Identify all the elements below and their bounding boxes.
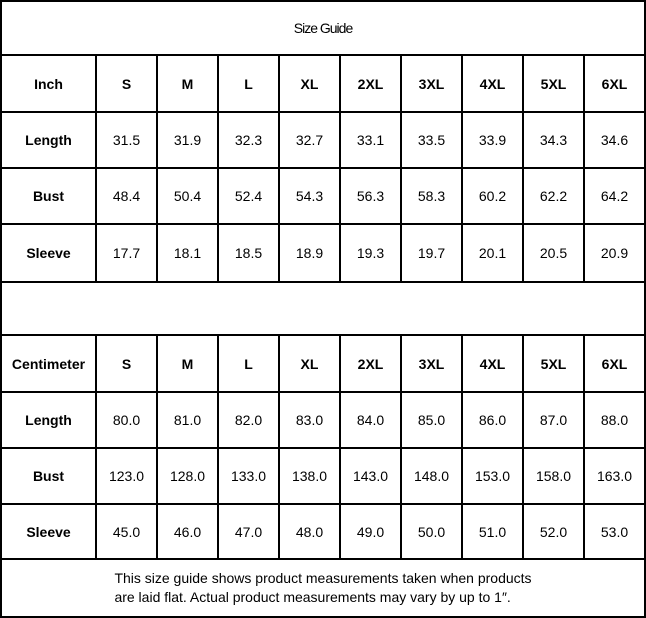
centimeter-length-row bbox=[1, 392, 645, 448]
inch-sleeve-row bbox=[1, 224, 645, 282]
spacer-row bbox=[1, 282, 645, 335]
measurement-value: 51.0 bbox=[462, 504, 523, 559]
measurement-value: 62.2 bbox=[523, 168, 584, 224]
footnote bbox=[1, 559, 645, 617]
measurement-value: 153.0 bbox=[462, 448, 523, 504]
measurement-value: 33.5 bbox=[401, 112, 462, 168]
size-column-header: L bbox=[218, 335, 279, 392]
size-column-header: 2XL bbox=[340, 55, 401, 112]
size-column-header: 4XL bbox=[462, 335, 523, 392]
size-column-header: S bbox=[96, 55, 157, 112]
size-column-header: 3XL bbox=[401, 55, 462, 112]
measurement-value: 31.9 bbox=[157, 112, 218, 168]
measurement-value: 31.5 bbox=[96, 112, 157, 168]
size-column-header: 6XL bbox=[584, 335, 645, 392]
measurement-value: 32.3 bbox=[218, 112, 279, 168]
measurement-value: 18.9 bbox=[279, 224, 340, 282]
measurement-value: 143.0 bbox=[340, 448, 401, 504]
measurement-value: 19.3 bbox=[340, 224, 401, 282]
size-column-header: 5XL bbox=[523, 335, 584, 392]
measurement-value: 32.7 bbox=[279, 112, 340, 168]
measurement-value: 20.9 bbox=[584, 224, 645, 282]
measurement-value: 50.4 bbox=[157, 168, 218, 224]
measurement-row-label: Length bbox=[1, 392, 96, 448]
centimeter-header-row bbox=[1, 335, 645, 392]
measurement-value: 87.0 bbox=[523, 392, 584, 448]
size-column-header: 6XL bbox=[584, 55, 645, 112]
size-column-header: XL bbox=[279, 335, 340, 392]
footnote-line1: This size guide shows product measurements taken when products bbox=[114, 570, 532, 586]
measurement-value: 19.7 bbox=[401, 224, 462, 282]
page-title: Size Guide bbox=[1, 1, 645, 55]
measurement-value: 80.0 bbox=[96, 392, 157, 448]
measurement-value: 20.5 bbox=[523, 224, 584, 282]
measurement-value: 158.0 bbox=[523, 448, 584, 504]
measurement-value: 84.0 bbox=[340, 392, 401, 448]
size-column-header: XL bbox=[279, 55, 340, 112]
measurement-value: 82.0 bbox=[218, 392, 279, 448]
measurement-value: 163.0 bbox=[584, 448, 645, 504]
measurement-value: 83.0 bbox=[279, 392, 340, 448]
inch-length-row bbox=[1, 112, 645, 168]
measurement-value: 148.0 bbox=[401, 448, 462, 504]
measurement-value: 52.0 bbox=[523, 504, 584, 559]
measurement-row-label: Length bbox=[1, 112, 96, 168]
measurement-value: 54.3 bbox=[279, 168, 340, 224]
measurement-value: 34.3 bbox=[523, 112, 584, 168]
unit-header-inch: Inch bbox=[1, 55, 96, 112]
measurement-value: 88.0 bbox=[584, 392, 645, 448]
measurement-value: 48.0 bbox=[279, 504, 340, 559]
measurement-value: 123.0 bbox=[96, 448, 157, 504]
measurement-row-label: Bust bbox=[1, 168, 96, 224]
size-column-header: 4XL bbox=[462, 55, 523, 112]
measurement-value: 48.4 bbox=[96, 168, 157, 224]
measurement-value: 18.5 bbox=[218, 224, 279, 282]
measurement-value: 45.0 bbox=[96, 504, 157, 559]
measurement-value: 20.1 bbox=[462, 224, 523, 282]
centimeter-bust-row bbox=[1, 448, 645, 504]
measurement-value: 46.0 bbox=[157, 504, 218, 559]
measurement-value: 53.0 bbox=[584, 504, 645, 559]
footnote-line2: are laid flat. Actual product measurements may vary by up to 1″. bbox=[114, 589, 511, 605]
size-column-header: M bbox=[157, 335, 218, 392]
footnote-row bbox=[1, 559, 645, 617]
measurement-value: 17.7 bbox=[96, 224, 157, 282]
measurement-value: 60.2 bbox=[462, 168, 523, 224]
measurement-value: 81.0 bbox=[157, 392, 218, 448]
size-column-header: S bbox=[96, 335, 157, 392]
centimeter-sleeve-row bbox=[1, 504, 645, 559]
size-column-header: 2XL bbox=[340, 335, 401, 392]
measurement-row-label: Bust bbox=[1, 448, 96, 504]
measurement-value: 64.2 bbox=[584, 168, 645, 224]
measurement-row-label: Sleeve bbox=[1, 504, 96, 559]
measurement-value: 49.0 bbox=[340, 504, 401, 559]
measurement-value: 18.1 bbox=[157, 224, 218, 282]
measurement-value: 33.9 bbox=[462, 112, 523, 168]
measurement-value: 34.6 bbox=[584, 112, 645, 168]
unit-header-centimeter: Centimeter bbox=[1, 335, 96, 392]
size-column-header: M bbox=[157, 55, 218, 112]
size-column-header: 5XL bbox=[523, 55, 584, 112]
size-column-header: 3XL bbox=[401, 335, 462, 392]
measurement-value: 133.0 bbox=[218, 448, 279, 504]
measurement-value: 138.0 bbox=[279, 448, 340, 504]
spacer-cell bbox=[1, 282, 645, 335]
title-row bbox=[1, 1, 645, 55]
measurement-row-label: Sleeve bbox=[1, 224, 96, 282]
measurement-value: 85.0 bbox=[401, 392, 462, 448]
measurement-value: 56.3 bbox=[340, 168, 401, 224]
measurement-value: 58.3 bbox=[401, 168, 462, 224]
inch-header-row bbox=[1, 55, 645, 112]
footnote-text bbox=[114, 569, 531, 607]
size-column-header: L bbox=[218, 55, 279, 112]
measurement-value: 33.1 bbox=[340, 112, 401, 168]
inch-bust-row bbox=[1, 168, 645, 224]
measurement-value: 47.0 bbox=[218, 504, 279, 559]
measurement-value: 128.0 bbox=[157, 448, 218, 504]
measurement-value: 86.0 bbox=[462, 392, 523, 448]
measurement-value: 50.0 bbox=[401, 504, 462, 559]
measurement-value: 52.4 bbox=[218, 168, 279, 224]
